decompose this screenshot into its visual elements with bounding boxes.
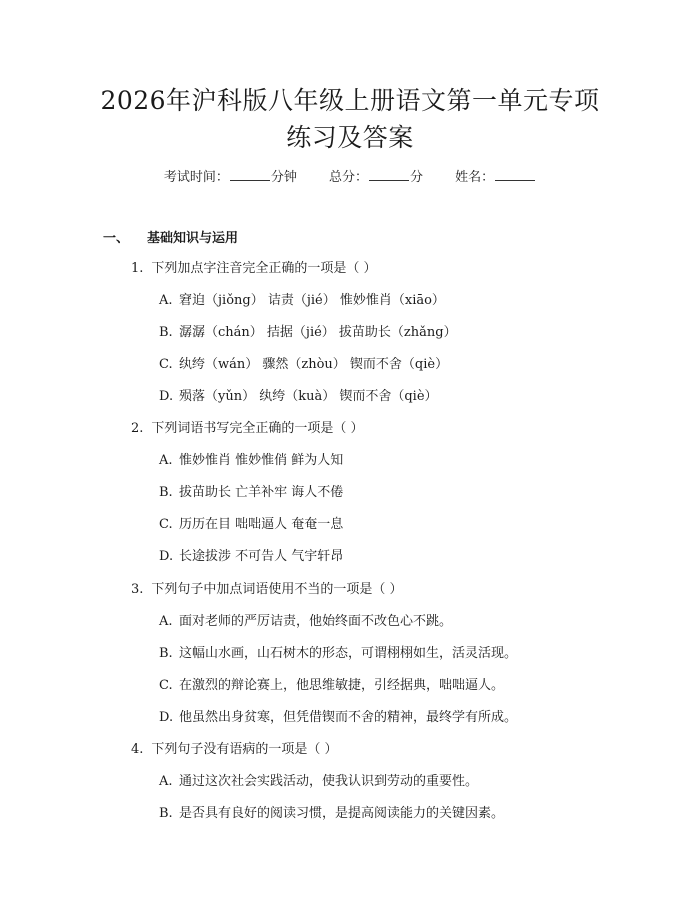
option-text: 殒落（yǔn） 纨绔（kuà） 锲而不舍（qiè） <box>179 389 438 404</box>
student-name-label: 姓名： <box>455 170 495 185</box>
option-text: 惟妙惟肖 惟妙惟俏 鲜为人知 <box>179 453 344 468</box>
document-title-line-1: 2026年沪科版八年级上册语文第一单元专项 <box>100 86 600 115</box>
option-letter: C. <box>159 678 173 693</box>
question-2 <box>131 419 364 439</box>
question-number: 1. <box>131 261 144 276</box>
option-letter: A. <box>159 774 173 789</box>
question-2-option-c <box>159 515 343 535</box>
question-number: 4. <box>131 742 144 757</box>
option-text: 纨绔（wán） 骤然（zhòu） 锲而不舍（qiè） <box>179 357 449 372</box>
question-4-option-b <box>159 804 504 824</box>
question-3-option-c <box>159 676 504 696</box>
question-text: 下列词语书写完全正确的一项是（ ） <box>151 421 364 436</box>
option-letter: A. <box>159 293 173 308</box>
question-1 <box>131 259 377 279</box>
option-letter: A. <box>159 614 173 629</box>
question-1-option-b <box>159 323 457 343</box>
option-text: 是否具有良好的阅读习惯，是提高阅读能力的关键因素。 <box>179 806 505 821</box>
option-text: 窘迫（jiǒng） 诘责（jié） 惟妙惟肖（xiāo） <box>179 293 445 308</box>
exam-time-unit: 分钟 <box>270 170 297 185</box>
question-4 <box>131 740 338 760</box>
option-letter: B. <box>159 646 173 661</box>
question-1-option-d <box>159 387 438 407</box>
exam-time-label: 考试时间： <box>163 170 229 185</box>
option-letter: B. <box>159 485 173 500</box>
question-1-option-a <box>159 291 445 311</box>
option-letter: D. <box>159 549 174 564</box>
question-2-option-b <box>159 483 343 503</box>
option-text: 历历在目 咄咄逼人 奄奄一息 <box>179 517 344 532</box>
option-text: 面对老师的严厉诘责，他始终面不改色心不跳。 <box>179 614 453 629</box>
option-text: 这幅山水画，山石树木的形态，可谓栩栩如生，活灵活现。 <box>179 646 518 661</box>
question-1-option-c <box>159 355 448 375</box>
option-letter: B. <box>159 806 173 821</box>
section-heading <box>103 229 238 249</box>
option-text: 潺潺（chán） 拮据（jié） 拔苗助长（zhǎng） <box>179 325 457 340</box>
question-text: 下列句子没有语病的一项是（ ） <box>151 742 338 757</box>
question-3-option-d <box>159 708 517 728</box>
question-number: 3. <box>131 582 144 597</box>
document-title-line-2: 练习及答案 <box>286 123 414 152</box>
question-3 <box>131 580 403 600</box>
student-name-blank <box>495 168 535 181</box>
question-3-option-b <box>159 644 517 664</box>
question-2-option-d <box>159 547 343 567</box>
option-letter: D. <box>159 389 174 404</box>
question-2-option-a <box>159 451 343 471</box>
option-letter: C. <box>159 517 173 532</box>
option-text: 他虽然出身贫寒，但凭借锲而不舍的精神，最终学有所成。 <box>179 710 518 725</box>
option-text: 长途拔涉 不可告人 气宇轩昂 <box>179 549 344 564</box>
question-text: 下列句子中加点词语使用不当的一项是（ ） <box>151 582 403 597</box>
question-number: 2. <box>131 421 144 436</box>
option-letter: C. <box>159 357 173 372</box>
question-3-option-a <box>159 612 452 632</box>
exam-time-field <box>164 170 301 185</box>
option-letter: A. <box>159 453 173 468</box>
student-name-field <box>455 170 536 185</box>
section-title: 基础知识与运用 <box>147 231 239 246</box>
option-letter: B. <box>159 325 173 340</box>
option-text: 通过这次社会实践活动，使我认识到劳动的重要性。 <box>179 774 479 789</box>
question-4-option-a <box>159 772 478 792</box>
question-text: 下列加点字注音完全正确的一项是（ ） <box>151 261 377 276</box>
exam-meta-row <box>0 168 700 188</box>
option-text: 拔苗助长 亡羊补牢 诲人不倦 <box>179 485 344 500</box>
total-score-blank <box>369 168 409 181</box>
total-score-label: 总分： <box>328 170 368 185</box>
option-letter: D. <box>159 710 174 725</box>
total-score-field <box>329 170 427 185</box>
option-text: 在激烈的辩论赛上，他思维敏捷，引经据典，咄咄逼人。 <box>179 678 505 693</box>
total-score-unit: 分 <box>410 170 424 185</box>
exam-time-blank <box>230 168 270 181</box>
section-number: 一、 <box>103 231 130 246</box>
